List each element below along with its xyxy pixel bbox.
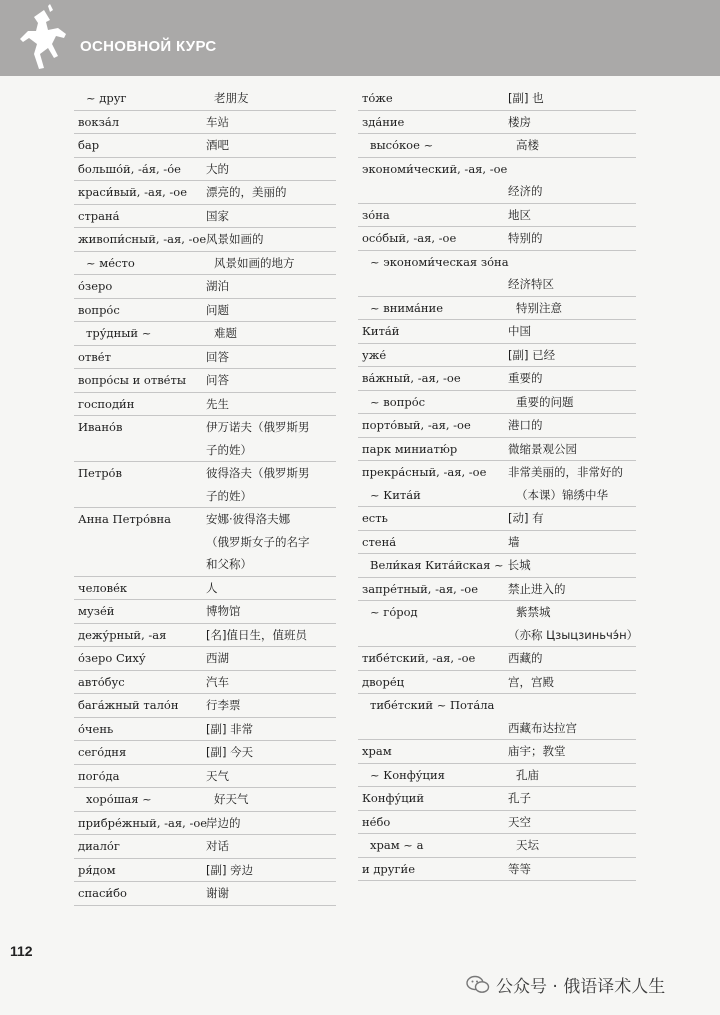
vocab-entry (74, 158, 336, 182)
chinese-translation: 伊万诺夫（俄罗斯男 (206, 420, 310, 434)
russian-word: живопи́сный, -ая, -ое (78, 232, 207, 246)
russian-word: отве́т (78, 349, 111, 364)
chinese-translation: [副] 也 (508, 91, 544, 105)
russian-word: ~ ме́сто (86, 255, 135, 270)
watermark-text: 公众号 · 俄语译术人生 (496, 977, 666, 997)
chinese-translation: 港口的 (508, 418, 543, 432)
vocab-entry (74, 835, 336, 859)
chinese-translation: 谢谢 (206, 886, 229, 900)
chinese-translation: [副] 今天 (206, 745, 254, 759)
russian-word: осо́бый, -ая, -ое (362, 231, 457, 245)
russian-word: вопро́сы и отве́ты (78, 373, 186, 387)
russian-word: ~ внима́ние (370, 300, 444, 315)
vocab-entry (358, 811, 636, 835)
russian-word: ря́дом (78, 862, 116, 877)
russian-word: зда́ние (362, 114, 405, 129)
russian-word: Ивано́в (78, 420, 123, 434)
vocab-entry (74, 252, 336, 276)
vocab-entry (74, 228, 336, 252)
chinese-translation: 车站 (206, 114, 229, 129)
vocab-entry (74, 882, 336, 906)
vocab-entry (358, 858, 636, 882)
russian-word: тибе́тский ~ Пота́ла (370, 698, 495, 712)
chinese-translation: 风景如画的地方 (214, 255, 295, 270)
chinese-translation: 孔子 (508, 791, 531, 805)
vocab-entry (74, 299, 336, 323)
russian-word: Конфу́ций (362, 791, 424, 805)
russian-word: прибре́жный, -ая, -ое (78, 815, 208, 830)
russian-word: пого́да (78, 768, 120, 783)
chinese-translation: 子的姓） (206, 488, 252, 503)
russian-word-continuation (358, 180, 508, 203)
vocab-entry (358, 111, 636, 135)
chinese-translation: 问答 (206, 373, 229, 387)
vocab-entry (358, 647, 636, 671)
vocab-entry (74, 322, 336, 346)
vocab-entry (74, 765, 336, 789)
chinese-translation: 风景如画的 (206, 232, 264, 246)
chinese-translation: 长城 (507, 558, 531, 572)
chinese-translation (494, 694, 636, 717)
russian-word: дежу́рный, -ая (78, 627, 167, 642)
russian-word: челове́к (78, 580, 128, 595)
chinese-translation: （亦称 Цзыцзиньчэ́н） (508, 627, 639, 642)
russian-word: Кита́й (362, 324, 400, 338)
chinese-translation: [副] 非常 (206, 721, 254, 736)
vocab-entry (74, 416, 336, 462)
chinese-translation: 非常美丽的，非常好的 (508, 465, 623, 479)
russian-word: тру́дный ~ (86, 326, 152, 340)
vocab-entry (358, 461, 636, 507)
russian-word-continuation (74, 439, 206, 462)
chinese-translation: 汽车 (206, 674, 229, 689)
russian-word: вопро́с (78, 302, 120, 317)
chinese-translation: 老朋友 (214, 91, 249, 105)
vocab-entry (358, 787, 636, 811)
vocab-entry (358, 227, 636, 251)
vocab-entry (74, 788, 336, 812)
chinese-translation: 孔庙 (516, 767, 539, 782)
chinese-translation: 对话 (206, 839, 229, 853)
russian-word: сего́дня (78, 745, 127, 759)
russian-word: высо́кое ~ (370, 138, 434, 152)
vocab-entry (358, 87, 636, 111)
russian-word: запре́тный, -ая, -ое (362, 581, 479, 596)
chinese-translation: 宫，宫殿 (508, 674, 554, 689)
russian-word: хоро́шая ~ (86, 792, 152, 806)
chinese-translation: 彼得洛夫（俄罗斯男 (206, 466, 310, 480)
vocabulary-column-left (74, 87, 336, 906)
russian-word: уже́ (362, 347, 387, 362)
vocab-entry (74, 369, 336, 393)
chinese-translation: （本课）锦绣中华 (516, 487, 608, 502)
chinese-translation: 等等 (508, 861, 531, 876)
chinese-translation: 高楼 (516, 138, 539, 152)
chinese-translation: 先生 (206, 396, 229, 411)
vocab-entry (74, 275, 336, 299)
vocab-entry (74, 134, 336, 158)
russian-word: о́зеро Сиху́ (78, 651, 146, 665)
russian-word: ~ экономи́ческая зо́на (370, 254, 509, 269)
russian-word: порто́вый, -ая, -ое (362, 418, 471, 432)
chinese-translation: 天气 (206, 768, 229, 783)
chinese-translation: 回答 (206, 349, 229, 364)
chinese-translation: 紫禁城 (516, 605, 551, 619)
chinese-translation: 重要的问题 (516, 394, 574, 409)
vocab-entry (74, 812, 336, 836)
chinese-translation (507, 158, 636, 181)
chinese-translation: 和父称） (206, 557, 252, 571)
chinese-translation: 难题 (214, 326, 237, 340)
russian-word: экономи́ческий, -ая, -ое (362, 161, 508, 176)
chinese-translation: 中国 (508, 324, 531, 338)
russian-word-continuation (74, 553, 206, 576)
russian-word: ~ го́род (370, 605, 418, 619)
vocab-entry (74, 393, 336, 417)
chinese-translation: 天坛 (516, 838, 539, 852)
russian-word: ва́жный, -ая, -ое (362, 371, 461, 385)
chinese-translation: 子的姓） (206, 442, 252, 457)
vocab-entry (358, 694, 636, 740)
chinese-translation: 墙 (508, 534, 520, 549)
chinese-translation: [名]值日生，值班员 (206, 627, 307, 642)
russian-word: зо́на (362, 207, 390, 222)
russian-word: есть (362, 511, 388, 525)
chinese-translation: 人 (206, 580, 218, 595)
russian-word: Петро́в (78, 466, 122, 480)
russian-word: тибе́тский, -ая, -ое (362, 651, 476, 665)
vocab-entry (358, 438, 636, 462)
chinese-translation: 庙宇；教堂 (508, 744, 566, 758)
russian-word: диало́г (78, 839, 120, 853)
russian-word: ~ вопро́с (370, 394, 426, 409)
russian-word: не́бо (362, 814, 391, 829)
chinese-translation: 天空 (508, 814, 531, 829)
russian-word: бар (78, 138, 100, 152)
vocab-entry (74, 600, 336, 624)
horse-rider-emblem-icon (14, 4, 76, 74)
chinese-translation: 岸边的 (206, 815, 241, 830)
chinese-translation: 博物馆 (206, 604, 241, 618)
vocab-entry (74, 87, 336, 111)
chinese-translation: 特别的 (508, 231, 543, 245)
chinese-translation: 行李票 (206, 698, 241, 712)
russian-word: страна́ (78, 208, 120, 223)
chinese-translation: 湖泊 (206, 279, 229, 293)
russian-word: парк миниатю́р (362, 441, 458, 456)
vocab-entry (358, 671, 636, 695)
chinese-translation: 西湖 (206, 651, 229, 665)
russian-word-continuation (74, 485, 206, 508)
russian-word: прекра́сный, -ая, -ое (362, 465, 487, 479)
chinese-translation: [副] 已经 (508, 347, 556, 362)
chinese-translation: 特别注意 (516, 300, 562, 315)
russian-word: стена́ (362, 534, 397, 549)
vocab-entry (74, 694, 336, 718)
russian-word: авто́бус (78, 674, 125, 689)
vocab-entry (74, 111, 336, 135)
russian-word: то́же (362, 91, 393, 105)
chinese-translation: 西藏的 (508, 651, 543, 665)
vocab-entry (74, 577, 336, 601)
chinese-translation: 地区 (508, 207, 531, 222)
vocab-entry (358, 158, 636, 204)
russian-word-continuation (358, 273, 508, 296)
vocab-entry (358, 531, 636, 555)
chinese-translation: 经济特区 (508, 277, 554, 291)
vocab-entry (358, 297, 636, 321)
vocab-entry (74, 647, 336, 671)
russian-word: Анна Петро́вна (78, 512, 172, 526)
vocab-entry (74, 462, 336, 508)
vocab-entry (358, 740, 636, 764)
course-title: ОСНОВНОЙ КУРС (80, 38, 217, 55)
russian-word: Вели́кая Кита́йская ~ (370, 558, 504, 572)
vocab-entry (358, 507, 636, 531)
russian-word: о́зеро (78, 279, 113, 293)
vocab-entry (74, 718, 336, 742)
russian-word: краси́вый, -ая, -ое (78, 185, 188, 199)
chinese-translation: 楼房 (508, 114, 531, 129)
vocab-entry (358, 391, 636, 415)
russian-word: ~ друг (86, 91, 127, 105)
vocab-entry (74, 859, 336, 883)
chinese-translation: 大的 (206, 161, 229, 176)
vocab-entry (358, 251, 636, 297)
russian-word: вокза́л (78, 114, 120, 129)
russian-word: дворе́ц (362, 674, 405, 689)
watermark (466, 972, 665, 997)
vocab-entry (74, 508, 336, 577)
russian-word: господи́н (78, 396, 135, 411)
page-number: 112 (10, 943, 33, 959)
russian-word: ~ Конфу́ция (370, 767, 445, 782)
vocab-entry (358, 554, 636, 578)
russian-word: храм ~ а (370, 838, 424, 852)
vocab-entry (358, 578, 636, 602)
vocab-entry (358, 367, 636, 391)
chinese-translation: [动] 有 (508, 511, 544, 525)
vocab-entry (358, 834, 636, 858)
chinese-translation: 安娜·彼得洛夫娜 (206, 512, 291, 526)
chinese-translation: 微缩景观公园 (508, 441, 577, 456)
chinese-translation (509, 251, 636, 274)
russian-word-continuation (358, 717, 508, 740)
vocab-entry (74, 741, 336, 765)
page-header (0, 0, 720, 76)
russian-word: храм (362, 744, 392, 758)
chinese-translation: 漂亮的，美丽的 (206, 185, 287, 199)
chinese-translation: 问题 (206, 302, 229, 317)
vocab-entry (74, 181, 336, 205)
vocab-entry (358, 320, 636, 344)
vocab-entry (74, 205, 336, 229)
vocab-entry (74, 671, 336, 695)
chinese-translation: 国家 (206, 208, 229, 223)
vocabulary-column-right (358, 87, 639, 881)
vocab-entry (358, 601, 639, 647)
russian-word: спаси́бо (78, 886, 127, 900)
russian-word: музе́й (78, 604, 115, 618)
russian-word-continuation (74, 531, 206, 554)
chinese-translation: 西藏布达拉宫 (508, 720, 577, 735)
vocab-entry (74, 624, 336, 648)
vocab-entry (358, 344, 636, 368)
chinese-translation: [副] 旁边 (206, 862, 254, 877)
wechat-icon (466, 975, 490, 995)
vocab-entry (74, 346, 336, 370)
vocab-entry (358, 764, 636, 788)
chinese-translation: （俄罗斯女子的名字 (206, 534, 310, 549)
russian-word: большо́й, -а́я, -о́е (78, 161, 181, 176)
russian-word: о́чень (78, 721, 114, 736)
russian-word-continuation (358, 624, 508, 647)
russian-word: бага́жный тало́н (78, 698, 179, 712)
russian-word-continuation: ~ Кита́й (370, 487, 421, 502)
russian-word: и други́е (362, 861, 416, 876)
chinese-translation: 经济的 (508, 184, 543, 198)
vocab-entry (358, 204, 636, 228)
chinese-translation: 酒吧 (206, 138, 229, 152)
chinese-translation: 好天气 (214, 792, 249, 806)
vocab-entry (358, 134, 636, 158)
chinese-translation: 重要的 (508, 371, 543, 385)
vocab-entry (358, 414, 636, 438)
chinese-translation: 禁止进入的 (508, 581, 566, 596)
